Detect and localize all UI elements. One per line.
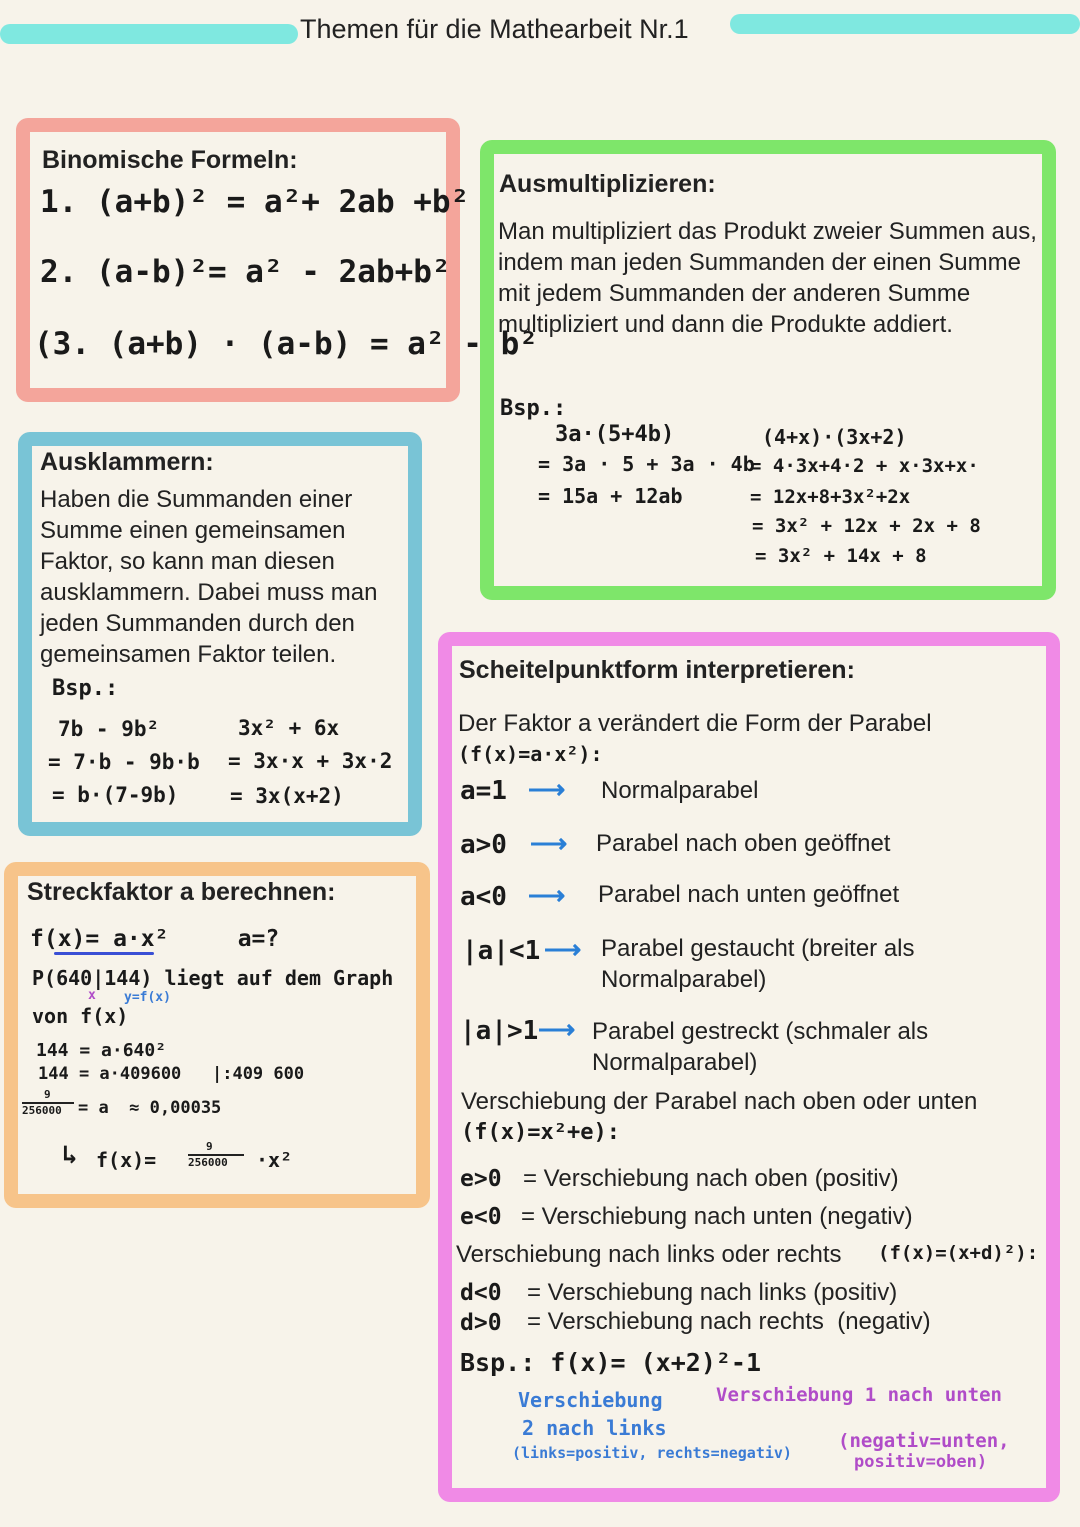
row-alt0-text: Parabel nach unten geöffnet <box>598 881 900 908</box>
ausmult-ex1-l2: = 3a · 5 + 3a · 4b <box>538 452 755 476</box>
vert-formula: (f(x)=x²+e): <box>461 1120 620 1145</box>
row-a1-text: Normalparabel <box>601 777 759 804</box>
note-right-1: Verschiebung 1 nach unten <box>716 1384 1002 1406</box>
scheitel-intro-formula: (f(x)=a·x²): <box>458 742 603 766</box>
streck-line-1: f(x)= a·x² a=? <box>30 926 280 952</box>
ausklam-text: Haben die Summanden einer Summe einen gemeinsamen Faktor, so kann man diesen ausklammern. Dabei muss man jeden Summanden durch den gemeinsamen Faktor teilen. <box>40 486 378 668</box>
ausmult-ex2-l3: = 12x+8+3x²+2x <box>750 486 911 508</box>
header-bar-right <box>730 14 1080 34</box>
scheitel-bsp: Bsp.: f(x)= (x+2)²-1 <box>460 1348 762 1377</box>
e2-text: = Verschiebung nach unten (negativ) <box>521 1203 913 1230</box>
row-abs-gt1-lhs: |a|>1 <box>460 1016 539 1046</box>
streck-line-4: 144 = a·640² <box>36 1040 167 1061</box>
d1-text: = Verschiebung nach links (positiv) <box>527 1279 898 1306</box>
note-left-1: Verschiebung <box>518 1388 663 1412</box>
d2-lhs: d>0 <box>460 1310 502 1336</box>
header-bar-left <box>0 24 298 44</box>
note-right-3: positiv=oben) <box>854 1452 988 1472</box>
row-abs-lt1-lhs: |a|<1 <box>462 936 541 966</box>
e2-lhs: e<0 <box>460 1204 502 1230</box>
ausklam-ex1-l2: = 7·b - 9b·b <box>48 750 200 774</box>
row-abs-gt1-arrow-icon: ⟶ <box>538 1014 576 1044</box>
binom-formula-2: 2. (a-b)²= a² - 2ab+b² <box>40 254 451 290</box>
streck-heading: Streckfaktor a berechnen: <box>27 878 336 906</box>
row-abs-lt1-text2: Normalparabel) <box>601 966 767 993</box>
scheitel-heading: Scheitelpunktform interpretieren: <box>459 656 855 684</box>
binom-heading: Binomische Formeln: <box>42 146 298 174</box>
scheitel-intro: Der Faktor a verändert die Form der Parabel <box>458 710 932 737</box>
streck-result-num: 9 <box>206 1140 213 1153</box>
e1-text: = Verschiebung nach oben (positiv) <box>523 1165 899 1192</box>
streck-frac-num: 9 <box>44 1088 51 1101</box>
ausklam-ex1-l3: = b·(7-9b) <box>52 783 179 807</box>
ausmult-ex2-l4: = 3x² + 12x + 2x + 8 <box>752 515 981 537</box>
streck-annot-y: y=f(x) <box>124 990 171 1005</box>
d1-lhs: d<0 <box>460 1280 502 1306</box>
page-title: Themen für die Mathearbeit Nr.1 <box>300 14 689 44</box>
row-agt0-lhs: a>0 <box>460 830 507 860</box>
streck-result-arrow-icon: ↳ <box>62 1140 78 1170</box>
note-right-2: (negativ=unten, <box>838 1430 1010 1452</box>
ausklam-bsp: Bsp.: <box>52 676 119 701</box>
ausklam-ex2-l1: 3x² + 6x <box>238 716 340 740</box>
streck-result-suffix: ·x² <box>256 1148 293 1172</box>
row-alt0-arrow-icon: ⟶ <box>528 880 566 910</box>
streck-underline <box>54 952 154 955</box>
ausklam-ex2-l2: = 3x·x + 3x·2 <box>228 749 393 773</box>
row-abs-lt1-arrow-icon: ⟶ <box>544 934 582 964</box>
ausmult-ex2-l2: = 4·3x+4·2 + x·3x+x· <box>750 455 979 477</box>
ausmult-text: Man multipliziert das Produkt zweier Summen aus, indem man jeden Summanden der einen Summe mit jedem Summanden der anderen Summe multipliziert und dann die Produkte addiert. <box>498 218 1037 338</box>
d2-text: = Verschiebung nach rechts (negativ) <box>527 1308 931 1335</box>
row-a1-lhs: a=1 <box>460 776 507 806</box>
hor-formula: (f(x)=(x+d)²): <box>878 1242 1039 1264</box>
ausmult-ex1-l1: 3a·(5+4b) <box>555 422 675 447</box>
streck-frac-den: 256000 <box>22 1104 62 1117</box>
row-agt0-arrow-icon: ⟶ <box>530 828 568 858</box>
row-abs-gt1-text2: Normalparabel) <box>592 1049 758 1076</box>
streck-line-6: = a ≈ 0,00035 <box>78 1098 222 1118</box>
ausklam-ex2-l3: = 3x(x+2) <box>230 784 344 808</box>
hor-text: Verschiebung nach links oder rechts <box>456 1241 842 1268</box>
vert-text: Verschiebung der Parabel nach oben oder unten <box>461 1088 978 1115</box>
streck-result-den: 256000 <box>188 1156 228 1169</box>
note-left-3: (links=positiv, rechts=negativ) <box>512 1444 792 1462</box>
ausmult-bsp: Bsp.: <box>500 396 567 421</box>
ausklam-ex1-l1: 7b - 9b² <box>58 717 160 741</box>
binom-formula-1: 1. (a+b)² = a²+ 2ab +b² <box>40 184 470 220</box>
row-abs-gt1-text: Parabel gestreckt (schmaler als <box>592 1018 929 1045</box>
streck-line-5: 144 = a·409600 |:409 600 <box>38 1064 305 1084</box>
streck-line-3: von f(x) <box>32 1004 129 1028</box>
ausmult-ex2-l1: (4+x)·(3x+2) <box>762 425 907 449</box>
ausklam-heading: Ausklammern: <box>40 448 214 476</box>
streck-annot-x: x <box>88 988 96 1003</box>
row-a1-arrow-icon: ⟶ <box>528 774 566 804</box>
ausmult-ex2-l5: = 3x² + 14x + 8 <box>755 545 927 567</box>
streck-result-prefix: f(x)= <box>96 1148 157 1172</box>
ausmult-heading: Ausmultiplizieren: <box>499 170 716 198</box>
row-abs-lt1-text: Parabel gestaucht (breiter als <box>601 935 915 962</box>
ausmult-ex1-l3: = 15a + 12ab <box>538 484 683 508</box>
streck-line-2: P(640|144) liegt auf dem Graph <box>32 966 394 990</box>
e1-lhs: e>0 <box>460 1166 502 1192</box>
row-alt0-lhs: a<0 <box>460 882 507 912</box>
row-agt0-text: Parabel nach oben geöffnet <box>596 830 891 857</box>
note-left-2: 2 nach links <box>522 1416 667 1440</box>
binom-formula-3: (3. (a+b) · (a-b) = a² - b² <box>34 326 538 362</box>
